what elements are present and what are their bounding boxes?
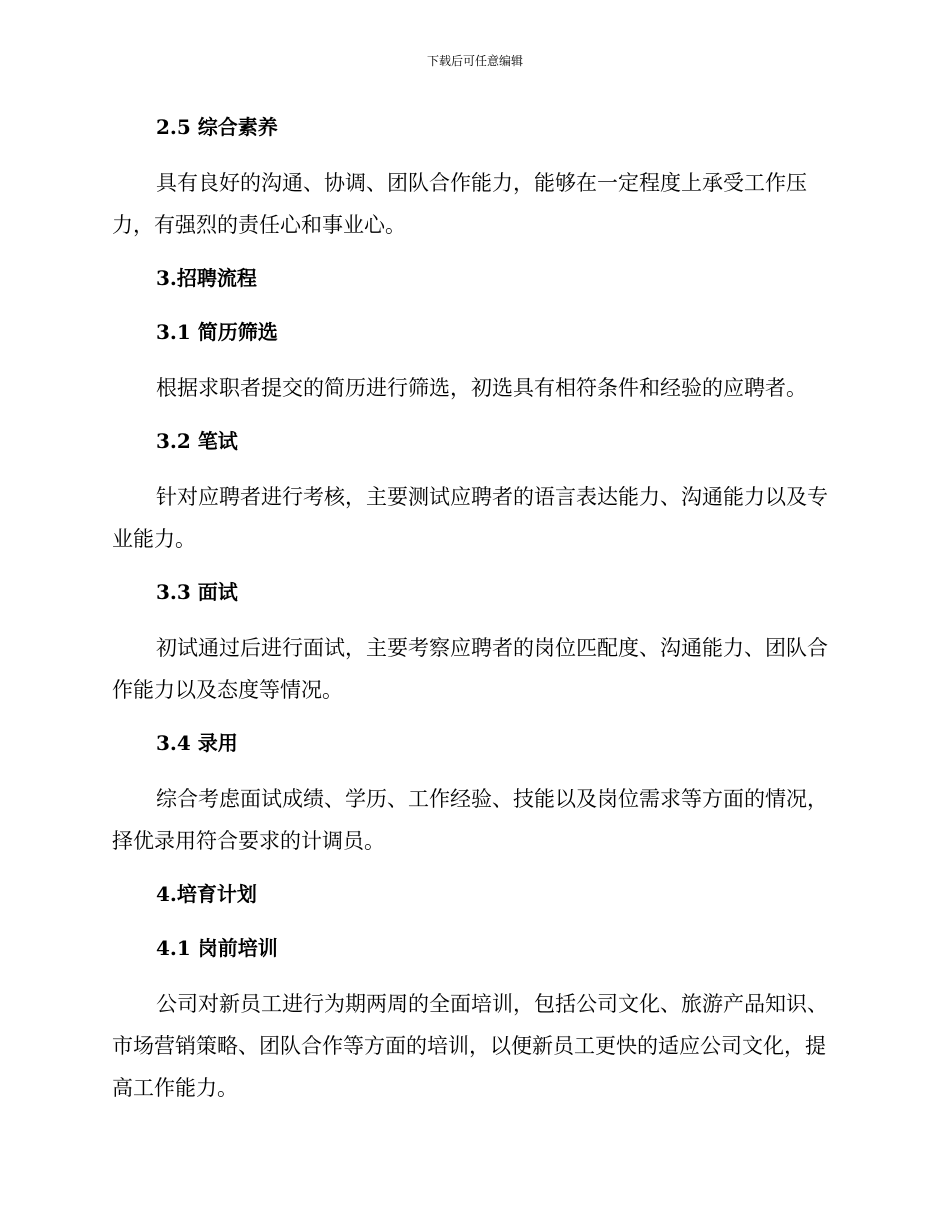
heading-4-1: 4.1 岗前培训 [156, 936, 278, 960]
header-note: 下载后可任意编辑 [426, 54, 523, 68]
heading-3: 3.招聘流程 [156, 266, 257, 290]
heading-3-3: 3.3 面试 [156, 580, 238, 604]
heading-3-1: 3.1 简历筛选 [156, 320, 278, 344]
paragraph-3-4: 综合考虑面试成绩、学历、工作经验、技能以及岗位需求等方面的情况，择优录用符合要求的计调员。 [112, 787, 828, 853]
heading-3-4: 3.4 录用 [156, 731, 238, 755]
heading-4: 4.培育计划 [156, 882, 257, 906]
paragraph-2-5: 具有良好的沟通、协调、团队合作能力，能够在一定程度上承受工作压力，有强烈的责任心和事业心。 [112, 171, 807, 237]
document-body [112, 108, 832, 1109]
paragraph-3-2: 针对应聘者进行考核，主要测试应聘者的语言表达能力、沟通能力以及专业能力。 [112, 485, 828, 551]
heading-3-2: 3.2 笔试 [156, 429, 238, 453]
paragraph-4-1: 公司对新员工进行为期两周的全面培训，包括公司文化、旅游产品知识、市场营销策略、团队合作等方面的培训，以便新员工更快的适应公司文化，提高工作能力。 [112, 992, 828, 1100]
paragraph-3-3: 初试通过后进行面试，主要考察应聘者的岗位匹配度、沟通能力、团队合作能力以及态度等情况。 [112, 636, 828, 702]
paragraph-3-1: 根据求职者提交的简历进行筛选，初选具有相符条件和经验的应聘者。 [156, 376, 807, 400]
heading-2-5: 2.5 综合素养 [156, 115, 278, 139]
